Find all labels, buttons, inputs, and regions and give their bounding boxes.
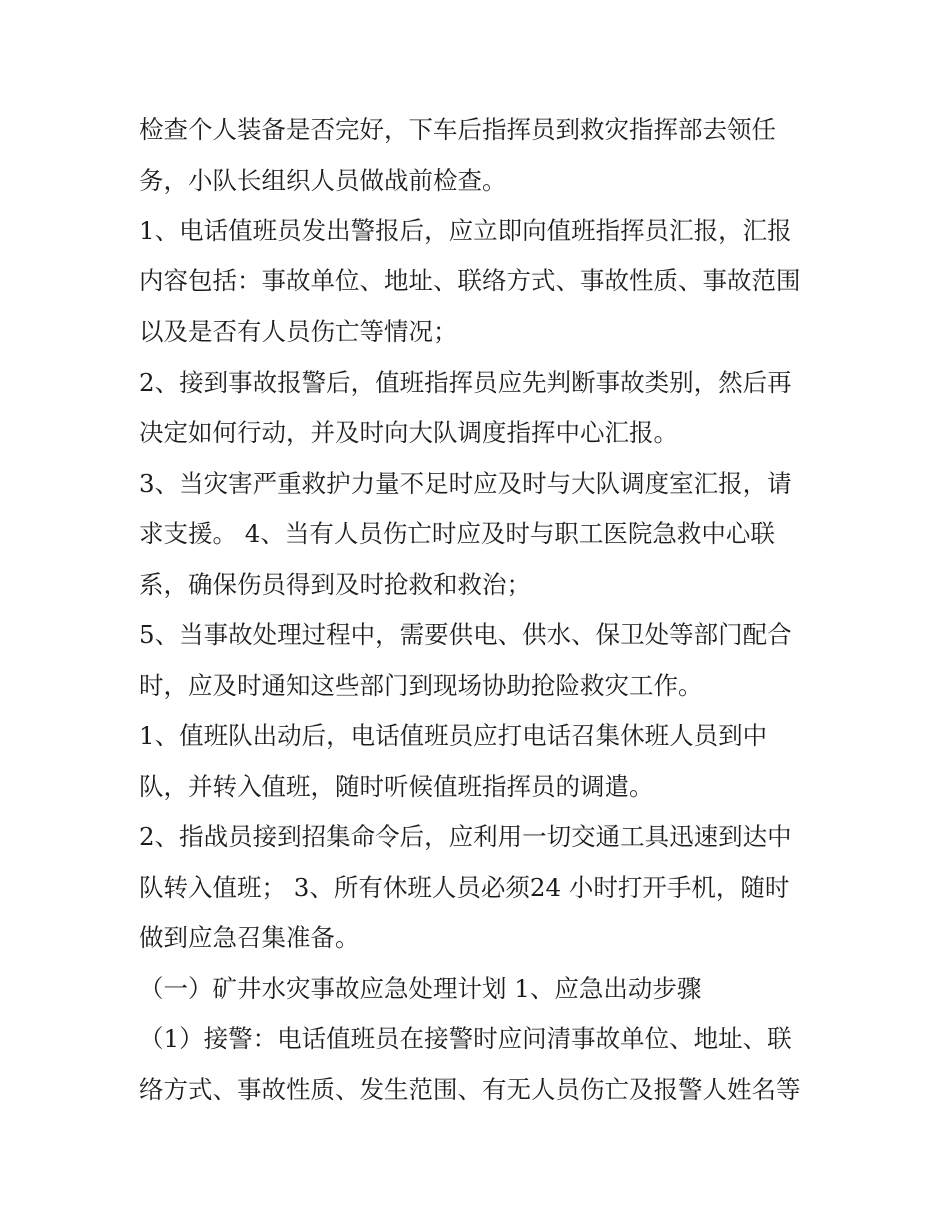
- text-line: 求支援。 4、当有人员伤亡时应及时与职工医院急救中心联: [139, 519, 775, 548]
- text-line: 内容包括：事故单位、地址、联络方式、事故性质、事故范围: [139, 266, 801, 295]
- text-line: 以及是否有人员伤亡等情况；: [139, 317, 458, 346]
- text-line: 2、指战员接到招集命令后，应利用一切交通工具迅速到达中: [139, 822, 792, 851]
- text-line: （1）接警：电话值班员在接警时应问清事故单位、地址、联: [139, 1024, 792, 1053]
- text-line: 2、接到事故报警后，值班指挥员应先判断事故类别，然后再: [139, 368, 792, 397]
- text-line: 队，并转入值班，随时听候值班指挥员的调遣。: [139, 772, 654, 801]
- text-line: 时，应及时通知这些部门到现场协助抢险救灾工作。: [139, 671, 703, 700]
- text-line: 1、电话值班员发出警报后，应立即向值班指挥员汇报，汇报: [139, 216, 792, 245]
- text-line: 系，确保伤员得到及时抢救和救治；: [139, 570, 531, 599]
- text-line: （一）矿井水灾事故应急处理计划 1、应急出动步骤: [139, 974, 702, 1003]
- text-line: 决定如何行动，并及时向大队调度指挥中心汇报。: [139, 418, 678, 447]
- text-line: 队转入值班； 3、所有休班人员必须24 小时打开手机，随时: [139, 873, 790, 902]
- text-line: 5、当事故处理过程中，需要供电、供水、保卫处等部门配合: [139, 620, 792, 649]
- text-line: 做到应急召集准备。: [139, 923, 360, 952]
- text-line: 络方式、事故性质、发生范围、有无人员伤亡及报警人姓名等: [139, 1075, 801, 1104]
- text-line: 检查个人装备是否完好，下车后指挥员到救灾指挥部去领任: [139, 115, 776, 144]
- text-line: 务，小队长组织人员做战前检查。: [139, 166, 507, 195]
- text-line: 3、当灾害严重救护力量不足时应及时与大队调度室汇报，请: [139, 469, 792, 498]
- text-line: 1、值班队出动后，电话值班员应打电话召集休班人员到中: [139, 721, 768, 750]
